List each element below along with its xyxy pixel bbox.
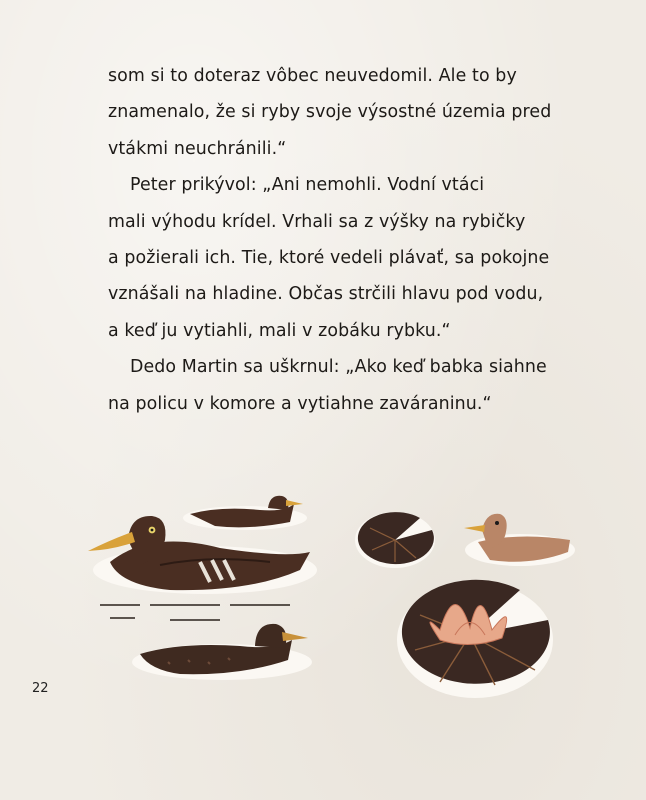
text-line: a požierali ich. Tie, ktoré vedeli plávať, sa pokojne: [108, 248, 550, 269]
text-line: a keď ju vytiahli, mali v zobáku rybku.“: [108, 320, 451, 341]
page-number: 22: [32, 681, 49, 696]
large-duck: [88, 516, 317, 620]
ducks-and-lilies-illustration: [0, 470, 646, 720]
paragraph-2: [108, 167, 578, 349]
text-line: znamenalo, že si ryby svoje výsostné územia pred: [108, 102, 552, 123]
swimming-duck-lower: [132, 624, 312, 680]
text-line: na policu v komore a vytiahne zaváraninu.“: [108, 393, 492, 414]
paragraph-3: [108, 349, 578, 422]
lily-pad-small: [355, 512, 435, 568]
text-line: vtákmi neuchránili.“: [108, 138, 287, 159]
text-line: som si to doteraz vôbec neuvedomil. Ale to by: [108, 66, 517, 86]
text-line: vznášali na hladine. Občas strčili hlavu pod vodu,: [108, 284, 544, 305]
paragraph-1: [108, 58, 578, 167]
body-text: [108, 58, 578, 422]
water-lily-flower: [397, 580, 553, 698]
text-line: mali výhodu krídel. Vrhali sa z výšky na rybičky: [108, 211, 526, 232]
light-duck: [464, 514, 575, 566]
text-line: Dedo Martin sa uškrnul: „Ako keď babka siahne: [130, 357, 547, 378]
small-duck-back: [183, 496, 307, 530]
text-line: Peter prikývol: „Ani nemohli. Vodní vtáci: [130, 175, 485, 196]
